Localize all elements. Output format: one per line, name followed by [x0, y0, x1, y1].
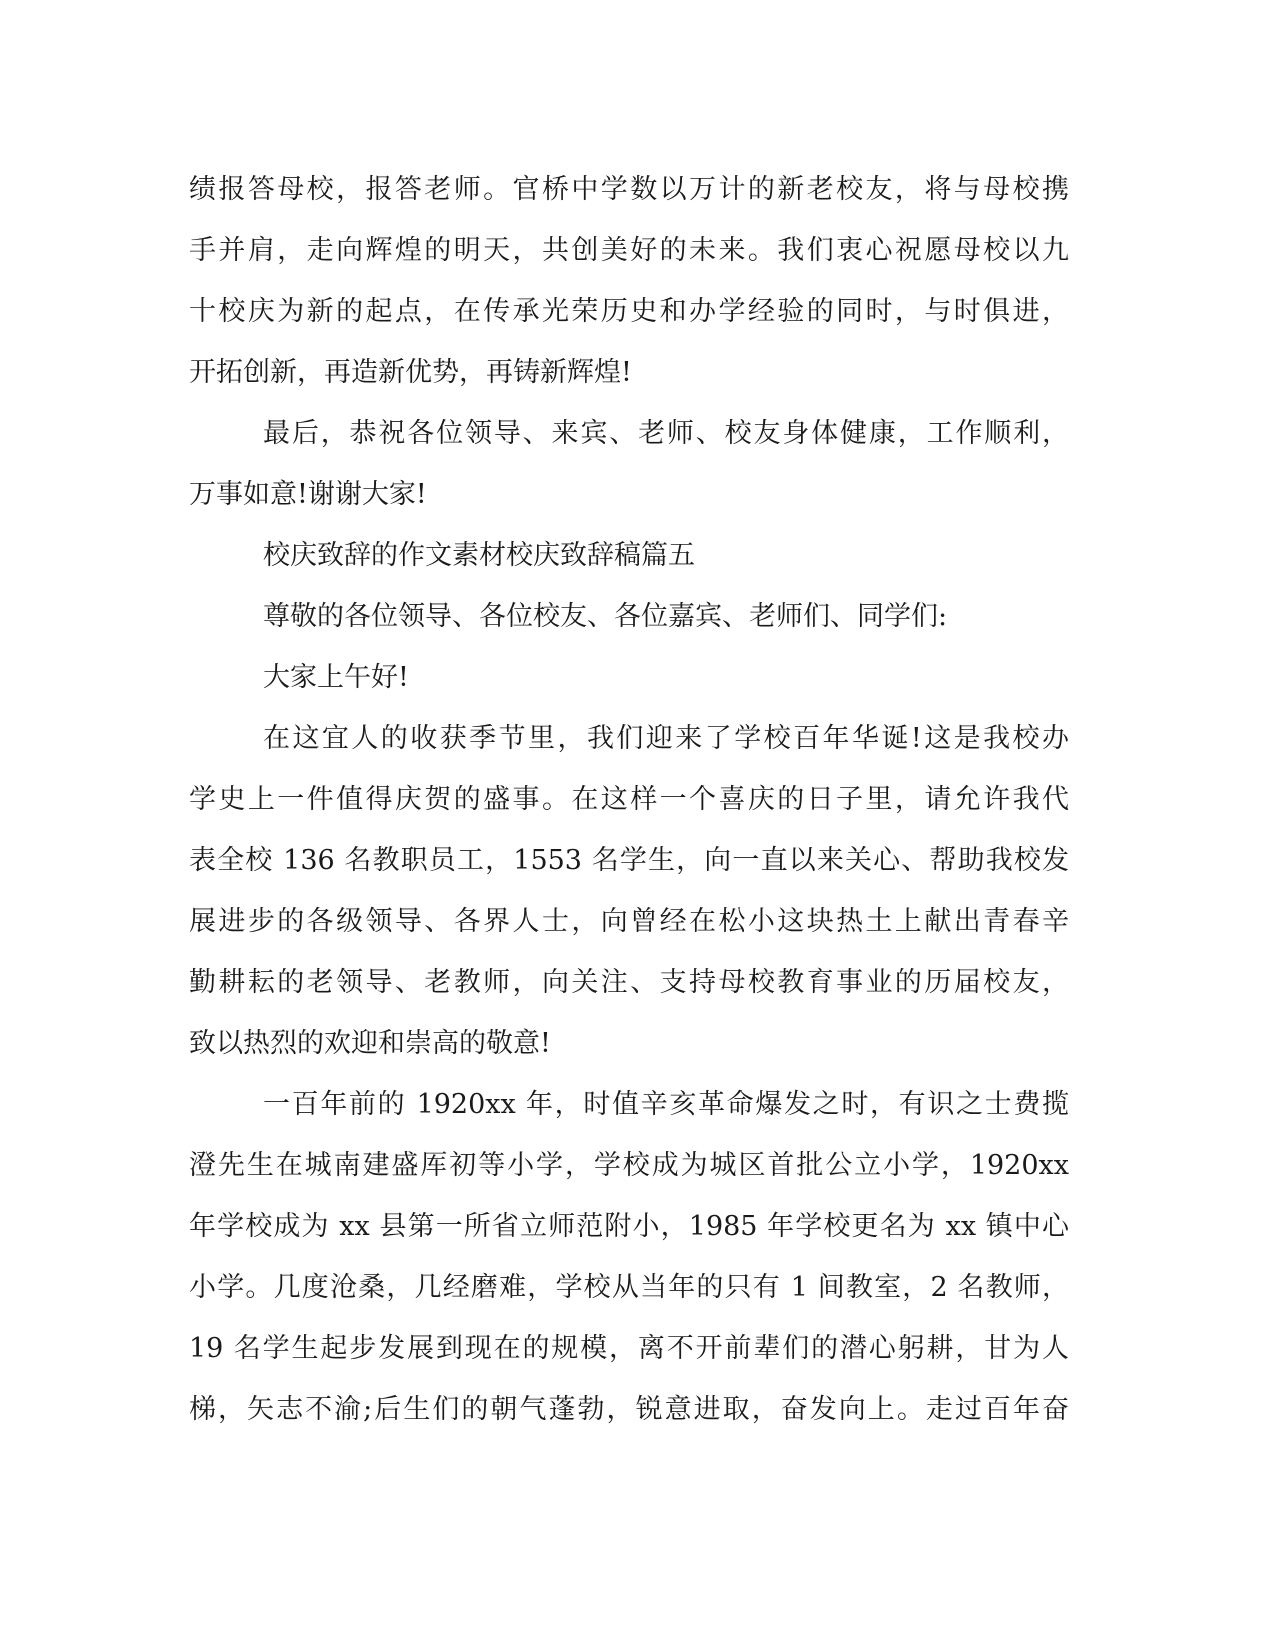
text-line: 小学。几度沧桑，几经磨难，学校从当年的只有 1 间教室，2 名教师， — [189, 1272, 1069, 1303]
text-line: 勤耕耘的老领导、老教师，向关注、支持母校教育事业的历届校友， — [189, 967, 1069, 998]
text-line: 十校庆为新的起点，在传承光荣历史和办学经验的同时，与时俱进， — [189, 296, 1069, 327]
text-line: 万事如意!谢谢大家! — [189, 479, 427, 510]
salutation — [189, 586, 1069, 647]
paragraph-2 — [189, 403, 1069, 525]
paragraph-4 — [189, 1074, 1069, 1440]
text-line: 一百年前的 1920xx 年，时值辛亥革命爆发之时，有识之士费揽 — [263, 1089, 1069, 1120]
greeting — [189, 647, 1069, 708]
text-line: 致以热烈的欢迎和崇高的敬意! — [189, 1028, 551, 1059]
salutation-text: 尊敬的各位领导、各位校友、各位嘉宾、老师们、同学们: — [263, 601, 948, 632]
text-line: 绩报答母校，报答老师。官桥中学数以万计的新老校友，将与母校携 — [189, 174, 1069, 205]
text-line: 年学校成为 xx 县第一所省立师范附小，1985 年学校更名为 xx 镇中心 — [189, 1211, 1069, 1242]
paragraph-3 — [189, 708, 1069, 1074]
paragraph-1 — [189, 159, 1069, 403]
text-line: 开拓创新，再造新优势，再铸新辉煌! — [189, 357, 632, 388]
section-heading — [189, 525, 1069, 586]
text-line: 在这宜人的收获季节里，我们迎来了学校百年华诞!这是我校办 — [263, 723, 1069, 754]
text-line: 表全校 136 名教职员工，1553 名学生，向一直以来关心、帮助我校发 — [189, 845, 1069, 876]
text-line: 澄先生在城南建盛厍初等小学，学校成为城区首批公立小学，1920xx — [189, 1150, 1069, 1181]
text-line: 展进步的各级领导、各界人士，向曾经在松小这块热土上献出青春辛 — [189, 906, 1069, 937]
text-line: 手并肩，走向辉煌的明天，共创美好的未来。我们衷心祝愿母校以九 — [189, 235, 1069, 266]
document-body — [189, 159, 1069, 1440]
greeting-text: 大家上午好! — [263, 662, 409, 693]
text-line: 学史上一件值得庆贺的盛事。在这样一个喜庆的日子里，请允许我代 — [189, 784, 1069, 815]
text-line: 19 名学生起步发展到现在的规模，离不开前辈们的潜心躬耕，甘为人 — [189, 1333, 1069, 1364]
heading-text: 校庆致辞的作文素材校庆致辞稿篇五 — [263, 540, 695, 571]
text-line: 梯，矢志不渝;后生们的朝气蓬勃，锐意进取，奋发向上。走过百年奋 — [189, 1394, 1069, 1425]
text-line: 最后，恭祝各位领导、来宾、老师、校友身体健康，工作顺利， — [263, 418, 1069, 449]
